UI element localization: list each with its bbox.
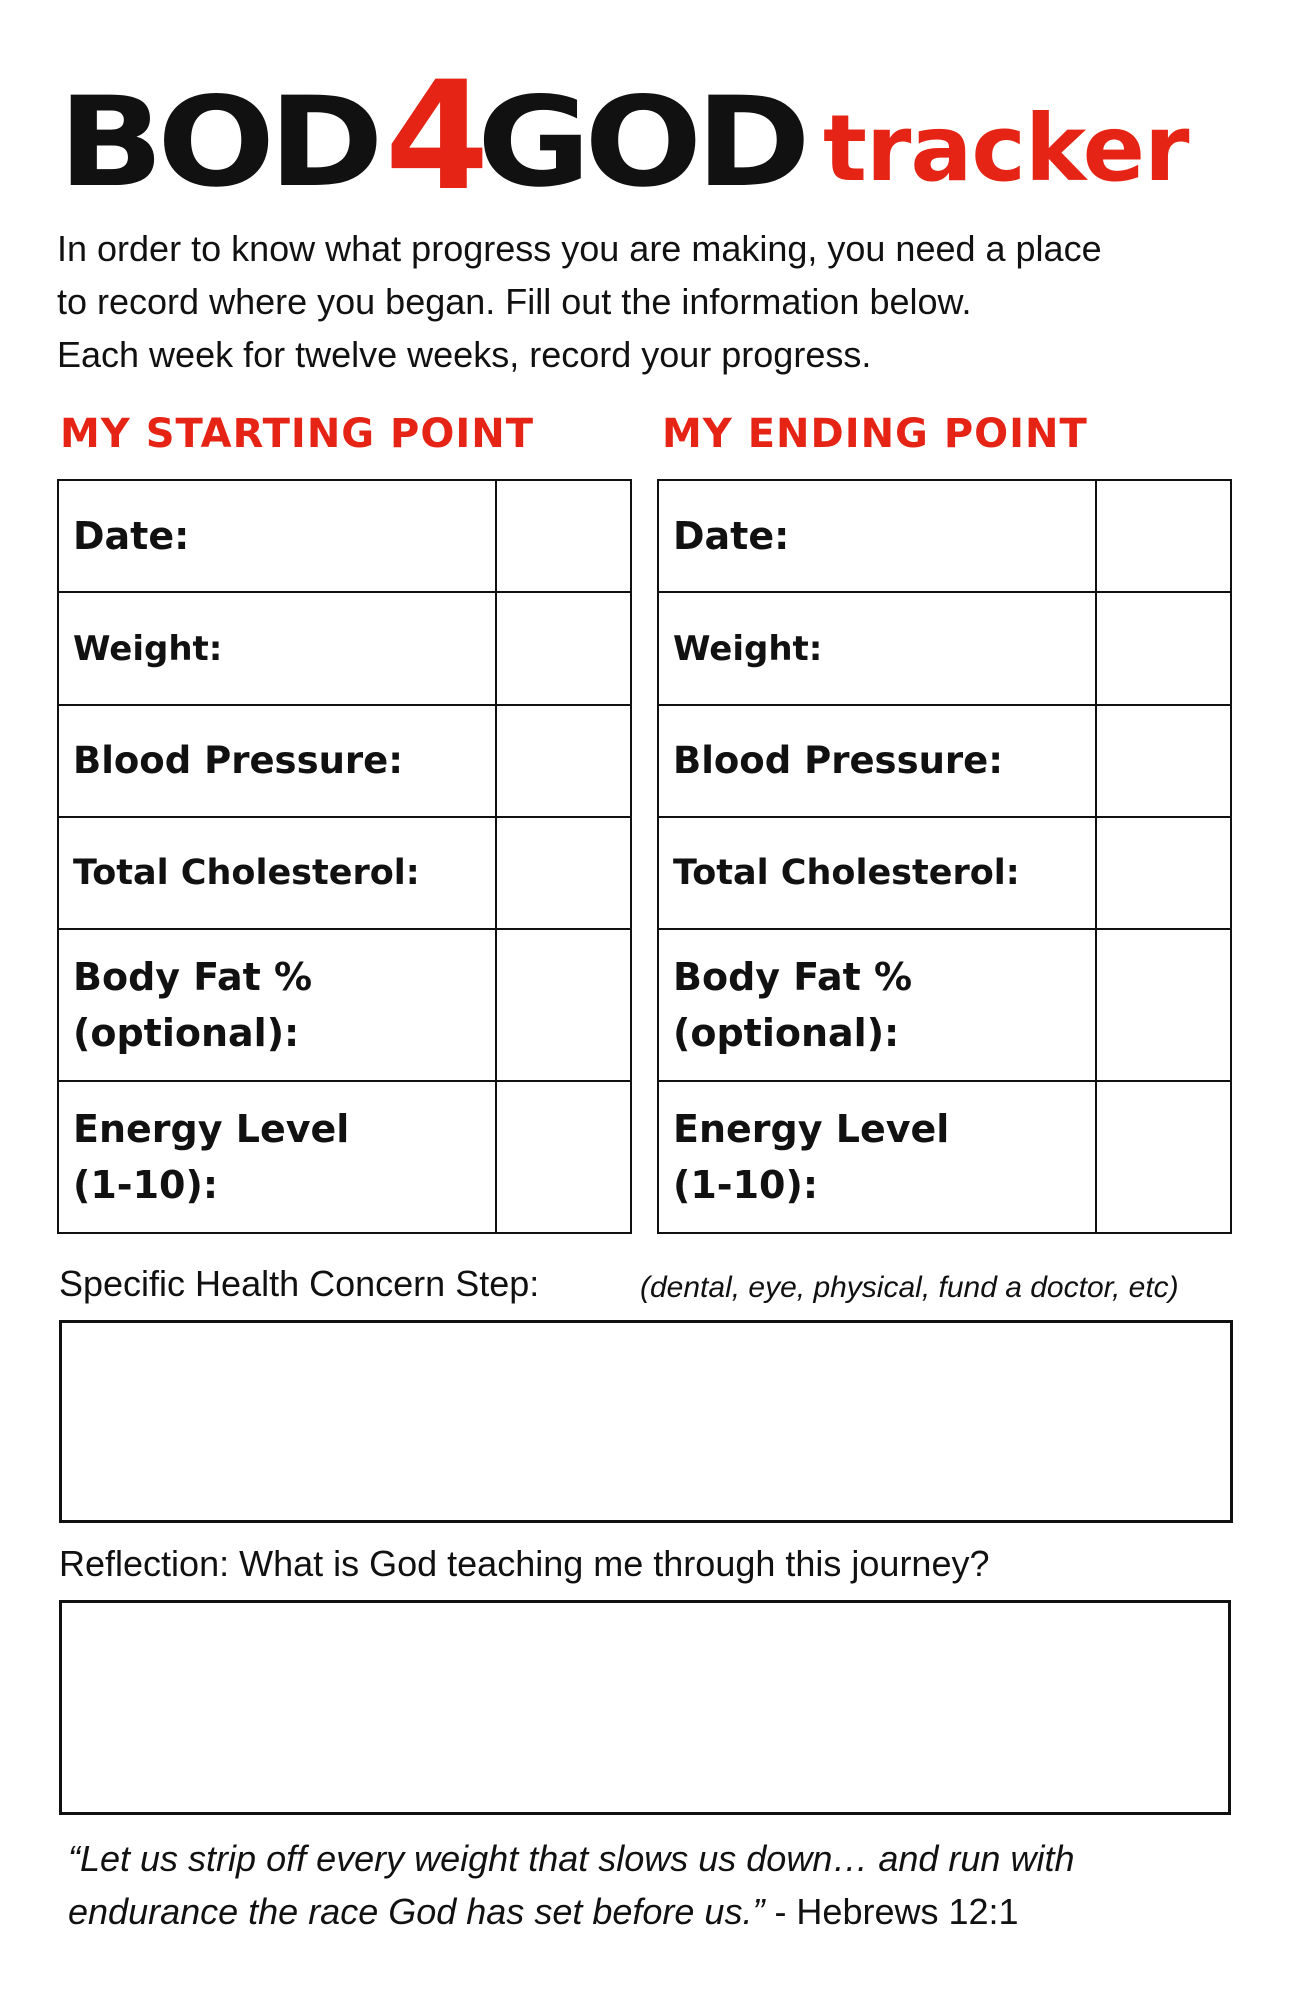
energy-level-label-line1: Energy Level: [673, 1107, 950, 1151]
energy-level-label: [658, 1081, 1096, 1233]
body-fat-label: [658, 929, 1096, 1081]
total-cholesterol-label: Total Cholesterol:: [658, 817, 1096, 929]
ending-point-table: [657, 479, 1232, 1234]
energy-level-label-line1: Energy Level: [73, 1107, 350, 1151]
logo-bod-text: BOD: [58, 71, 378, 215]
start-energy-level-field[interactable]: [496, 1081, 631, 1233]
energy-level-label-line2: (1-10):: [673, 1163, 819, 1207]
table-row-cholesterol: [658, 817, 1231, 929]
total-cholesterol-label: Total Cholesterol:: [58, 817, 496, 929]
date-label: Date:: [58, 480, 496, 592]
table-row-body-fat: [58, 929, 631, 1081]
body-fat-label-line2: (optional):: [73, 1011, 300, 1055]
logo-god-text: GOD: [477, 71, 805, 215]
table-row-weight: [58, 592, 631, 705]
body-fat-label-line2: (optional):: [673, 1011, 900, 1055]
body-fat-label-line1: Body Fat %: [73, 955, 313, 999]
table-row-weight: [658, 592, 1231, 705]
blood-pressure-label: Blood Pressure:: [58, 705, 496, 817]
energy-level-label-line2: (1-10):: [73, 1163, 219, 1207]
table-row-body-fat: [658, 929, 1231, 1081]
start-date-field[interactable]: [496, 480, 631, 592]
ending-point-heading: MY ENDING POINT: [662, 411, 1088, 457]
logo-four-text: 4: [384, 50, 484, 224]
start-blood-pressure-field[interactable]: [496, 705, 631, 817]
end-blood-pressure-field[interactable]: [1096, 705, 1231, 817]
intro-line: Each week for twelve weeks, record your progress.: [57, 334, 872, 375]
end-date-field[interactable]: [1096, 480, 1231, 592]
blood-pressure-label: Blood Pressure:: [658, 705, 1096, 817]
table-row-date: [58, 480, 631, 592]
end-energy-level-field[interactable]: [1096, 1081, 1231, 1233]
end-weight-field[interactable]: [1096, 592, 1231, 705]
intro-line: In order to know what progress you are making, you need a place: [57, 228, 1102, 269]
tracker-title: tracker: [823, 95, 1189, 202]
end-cholesterol-field[interactable]: [1096, 817, 1231, 929]
starting-point-table: [57, 479, 632, 1234]
start-weight-field[interactable]: [496, 592, 631, 705]
health-concern-hint: (dental, eye, physical, fund a doctor, etc): [640, 1271, 1179, 1304]
table-row-blood-pressure: [58, 705, 631, 817]
start-cholesterol-field[interactable]: [496, 817, 631, 929]
table-row-energy-level: [658, 1081, 1231, 1233]
table-row-date: [658, 480, 1231, 592]
start-body-fat-field[interactable]: [496, 929, 631, 1081]
quote-reference: - Hebrews 12:1: [764, 1891, 1019, 1932]
quote-line2: endurance the race God has set before us.”: [68, 1891, 765, 1932]
bod4god-logo: [58, 50, 805, 224]
intro-paragraph: [57, 222, 1237, 381]
table-row-energy-level: [58, 1081, 631, 1233]
weight-label: Weight:: [658, 592, 1096, 705]
quote-line2-wrapper: [68, 1885, 1248, 1938]
intro-line: to record where you began. Fill out the information below.: [57, 281, 972, 322]
reflection-box[interactable]: [59, 1600, 1231, 1815]
body-fat-label-line1: Body Fat %: [673, 955, 913, 999]
weight-label: Weight:: [58, 592, 496, 705]
date-label: Date:: [658, 480, 1096, 592]
reflection-label: Reflection: What is God teaching me through this journey?: [59, 1543, 990, 1584]
table-row-blood-pressure: [658, 705, 1231, 817]
end-body-fat-field[interactable]: [1096, 929, 1231, 1081]
energy-level-label: [58, 1081, 496, 1233]
health-concern-label: Specific Health Concern Step:: [59, 1263, 540, 1304]
quote-line1: “Let us strip off every weight that slows us down… and run with: [68, 1838, 1075, 1879]
starting-point-heading: MY STARTING POINT: [60, 411, 535, 457]
health-concern-box[interactable]: [59, 1320, 1233, 1523]
body-fat-label: [58, 929, 496, 1081]
table-row-cholesterol: [58, 817, 631, 929]
page-header: [58, 50, 1258, 224]
scripture-quote: [68, 1832, 1248, 1938]
